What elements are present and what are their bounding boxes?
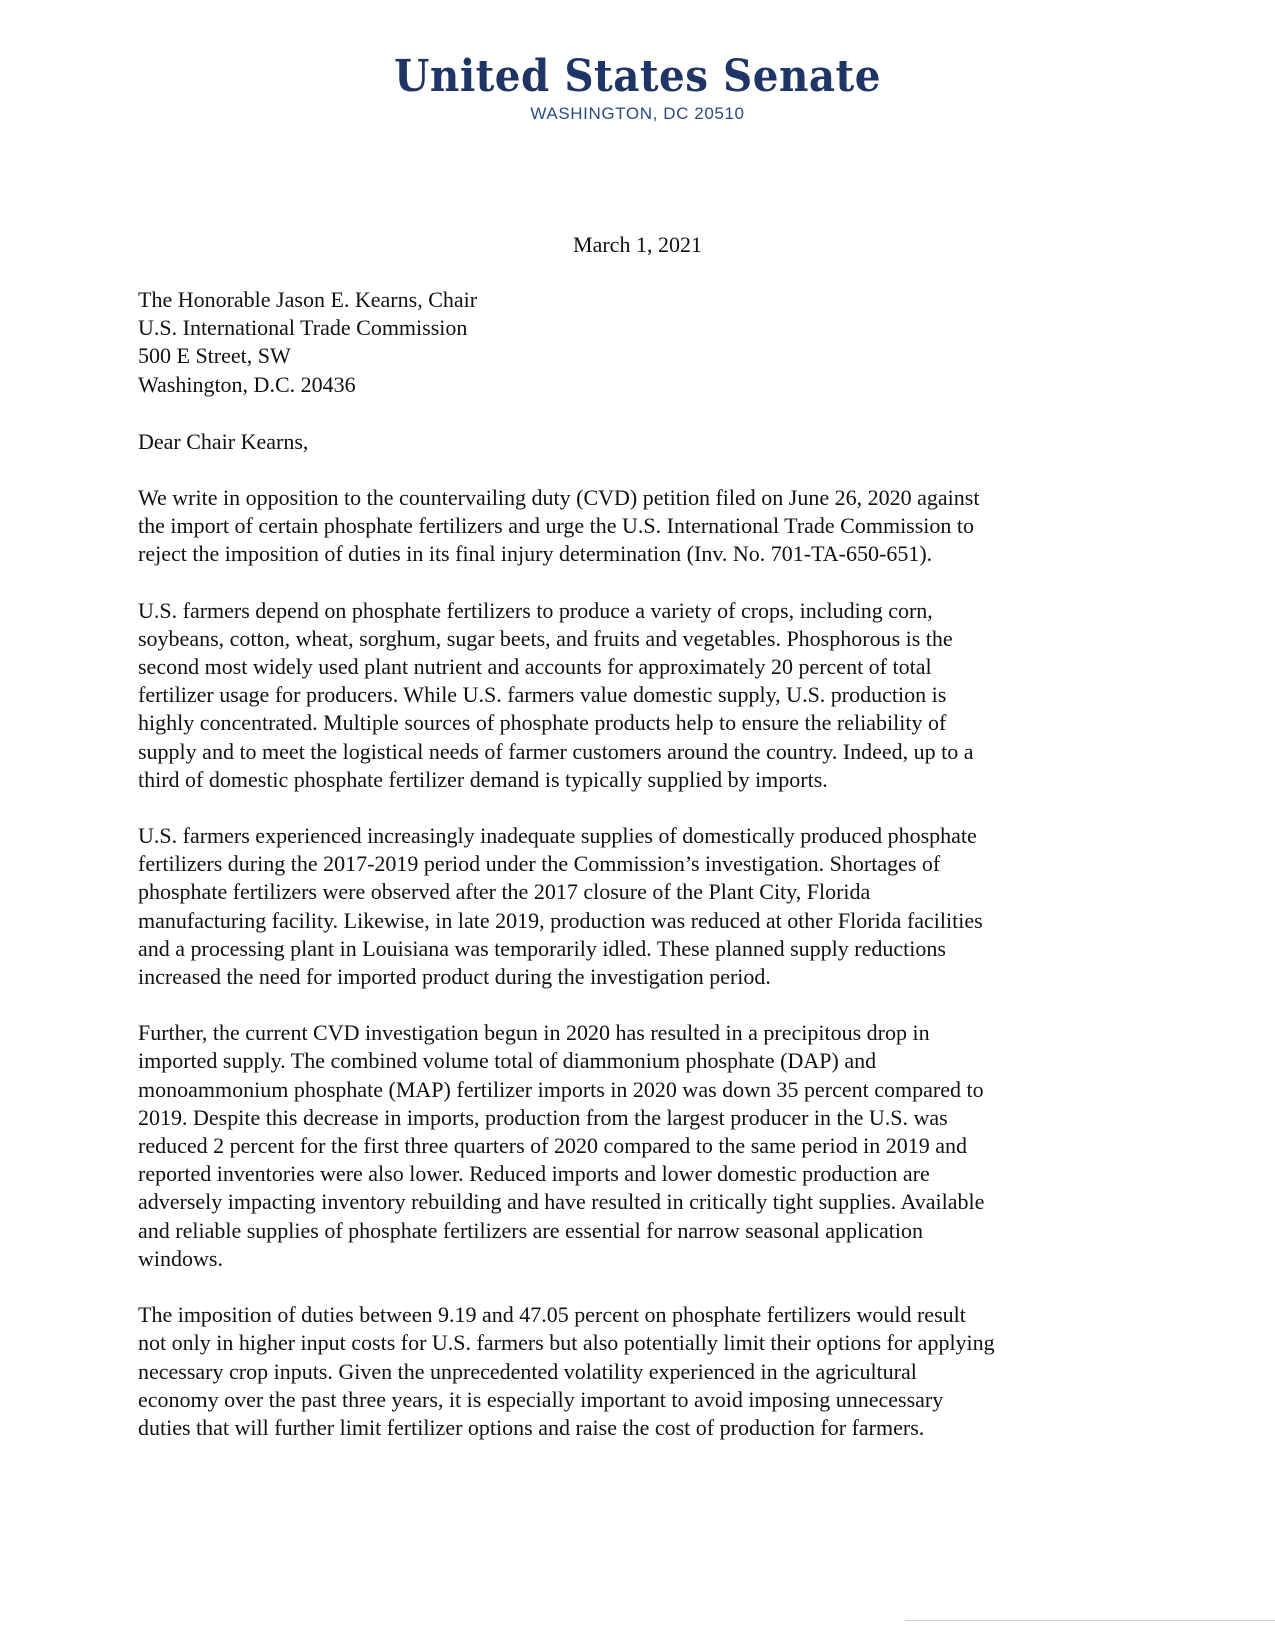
paragraph-line: We write in opposition to the countervailing duty (CVD) petition filed on June 26, 2020 against — [138, 485, 980, 511]
recipient-line: Washington, D.C. 20436 — [138, 371, 356, 397]
recipient-line: The Honorable Jason E. Kearns, Chair — [138, 287, 478, 312]
paragraph-line: windows. — [138, 1245, 223, 1271]
salutation: Dear Chair Kearns, — [138, 428, 309, 454]
paragraph-3 — [138, 822, 1138, 991]
paragraph-line: reported inventories were also lower. Reduced imports and lower domestic production are — [138, 1161, 930, 1187]
recipient-address — [138, 286, 1138, 399]
letter-body — [138, 286, 1138, 1442]
paragraph-line: fertilizers during the 2017-2019 period under the Commission’s investigation. Shortages of — [138, 851, 941, 877]
paragraph-line: 2019. Despite this decrease in imports, production from the largest producer in the U.S. was — [138, 1104, 948, 1130]
senate-name: United States Senate — [394, 51, 881, 102]
paragraph-line: reduced 2 percent for the first three quarters of 2020 compared to the same period in 2019 and — [138, 1133, 967, 1159]
paragraph-line: necessary crop inputs. Given the unprecedented volatility experienced in the agricultural — [138, 1358, 917, 1384]
paragraph-line: supply and to meet the logistical needs of farmer customers around the country. Indeed, up to a — [138, 738, 974, 764]
paragraph-line: and a processing plant in Louisiana was temporarily idled. These planned supply reductions — [138, 935, 946, 961]
senate-address: WASHINGTON, DC 20510 — [530, 104, 745, 123]
paragraph-line: the import of certain phosphate fertilizers and urge the U.S. International Trade Commission to — [138, 513, 975, 539]
paragraph-line: imported supply. The combined volume total of diammonium phosphate (DAP) and — [138, 1048, 877, 1074]
paragraph-line: The imposition of duties between 9.19 and 47.05 percent on phosphate fertilizers would result — [138, 1302, 966, 1328]
paragraph-line: and reliable supplies of phosphate fertilizers are essential for narrow seasonal application — [138, 1217, 923, 1243]
paragraph-line: U.S. farmers experienced increasingly inadequate supplies of domestically produced phosphate — [138, 823, 977, 849]
paragraph-line: not only in higher input costs for U.S. farmers but also potentially limit their options for applying — [138, 1330, 995, 1356]
paragraph-line: duties that will further limit fertilizer options and raise the cost of production for farmers. — [138, 1414, 925, 1440]
paragraph-5 — [138, 1301, 1138, 1442]
paragraph-line: monoammonium phosphate (MAP) fertilizer imports in 2020 was down 35 percent compared to — [138, 1076, 984, 1102]
paragraph-line: economy over the past three years, it is especially important to avoid imposing unnecessary — [138, 1386, 944, 1412]
letter-date: March 1, 2021 — [573, 232, 702, 257]
paragraph-4 — [138, 1019, 1138, 1273]
paragraph-line: U.S. farmers depend on phosphate fertilizers to produce a variety of crops, including corn, — [138, 597, 933, 623]
paragraph-line: adversely impacting inventory rebuilding and have resulted in critically tight supplies. Available — [138, 1189, 985, 1215]
letterhead — [0, 52, 1275, 124]
recipient-line: U.S. International Trade Commission — [138, 315, 468, 341]
paragraph-1 — [138, 484, 1138, 569]
scan-edge-divider — [905, 1620, 1275, 1621]
paragraph-line: fertilizer usage for producers. While U.S. farmers value domestic supply, U.S. production is — [138, 682, 947, 708]
paragraph-line: increased the need for imported product during the investigation period. — [138, 964, 771, 990]
paragraph-line: Further, the current CVD investigation begun in 2020 has resulted in a precipitous drop in — [138, 1020, 930, 1046]
recipient-line: 500 E Street, SW — [138, 343, 291, 369]
paragraph-2 — [138, 597, 1138, 794]
paragraph-line: soybeans, cotton, wheat, sorghum, sugar beets, and fruits and vegetables. Phosphorous is the — [138, 625, 953, 651]
paragraph-line: second most widely used plant nutrient and accounts for approximately 20 percent of total — [138, 654, 932, 680]
paragraph-line: highly concentrated. Multiple sources of phosphate products help to ensure the reliability of — [138, 710, 947, 736]
paragraph-line: reject the imposition of duties in its final injury determination (Inv. No. 701-TA-650-651). — [138, 541, 933, 567]
paragraph-line: third of domestic phosphate fertilizer demand is typically supplied by imports. — [138, 766, 828, 792]
paragraph-line: phosphate fertilizers were observed after the 2017 closure of the Plant City, Florida — [138, 879, 871, 905]
paragraph-line: manufacturing facility. Likewise, in late 2019, production was reduced at other Florida facilities — [138, 907, 983, 933]
